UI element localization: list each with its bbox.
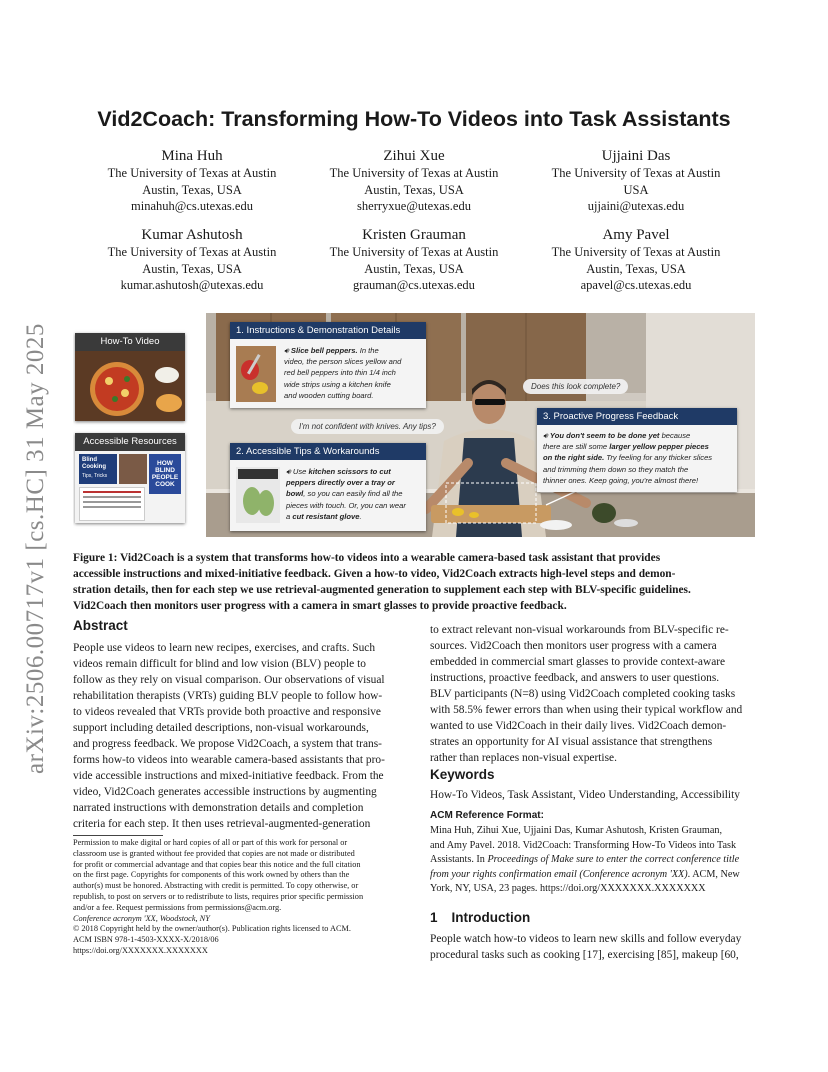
introduction-body: [430, 931, 757, 963]
text-line: © 2018 Copyright held by the owner/author(s). Publication rights licensed to ACM.: [73, 924, 351, 934]
text-line: vide accessible instructions and mixed-initiative feedback. From the: [73, 770, 384, 782]
text-line: procedural tasks such as cooking [17], exercising [85], makeup [60,: [430, 949, 739, 961]
text-line: with 58.5% fewer errors than when using their typical workflow and: [430, 704, 743, 716]
book-title-line: COOK: [155, 481, 175, 488]
text-line: strates an opportunity for AI visual assistance that strengthens: [430, 736, 713, 748]
keywords-heading: Keywords: [430, 767, 495, 782]
book-title-line: BLIND: [155, 467, 175, 474]
doi-link[interactable]: https://doi.org/XXXXXXX.XXXXXXX: [73, 945, 208, 955]
text-line: video, the person slices yellow and: [284, 357, 402, 367]
author-email[interactable]: grauman@cs.utexas.edu: [353, 278, 475, 292]
text-line: People watch how-to videos to learn new skills and follow everyday: [430, 933, 742, 945]
step-title: Slice bell peppers.: [290, 346, 358, 355]
highlight-text: larger yellow pepper pieces: [609, 442, 709, 452]
text-span: .: [359, 511, 362, 521]
abstract-continued: [430, 622, 757, 766]
text-line: embedded in commercial smart glasses to provide context-aware: [430, 656, 726, 668]
accessible-resources-card[interactable]: [75, 433, 185, 523]
author-email[interactable]: kumar.ashutosh@utexas.edu: [120, 278, 264, 292]
speaker-icon: 🔊︎: [286, 467, 293, 476]
panel-tips: [230, 443, 426, 531]
keywords-list: How-To Videos, Task Assistant, Video Understanding, Accessibility: [430, 789, 740, 801]
text-span: Assistants. In: [430, 854, 488, 865]
text-line: for profit or commercial advantage and that copies bear this notice and the full citation: [73, 859, 361, 869]
book-cover-thumb: [149, 454, 181, 494]
panel-body: [284, 345, 424, 401]
text-span: In the: [357, 346, 379, 355]
author-name: Kumar Ashutosh: [141, 227, 243, 243]
text-span: . ACM, New: [687, 868, 740, 880]
pepper-slicing-image: [236, 346, 276, 402]
section-number: 1: [430, 910, 438, 925]
text-line: follow as they rely on visual comparison. Our observations of visual: [73, 674, 385, 686]
highlight-text: You don't seem to be done yet: [549, 431, 660, 440]
author-location: Austin, Texas, USA: [364, 182, 464, 197]
text-line: People use videos to learn new recipes, exercises, and crafts. Such: [73, 642, 376, 654]
text-line: rehabilitation therapists (VRTs) guiding BLV people to follow how-: [73, 690, 383, 702]
tips-tricks-tag: Tips, Tricks: [82, 473, 108, 479]
author-location: USA: [623, 182, 649, 197]
howto-video-card[interactable]: [75, 333, 185, 421]
panel-instructions: [230, 322, 426, 408]
text-line: criteria for each step. It then uses retrieval-augmented-generation: [73, 818, 371, 830]
paper-title: Vid2Coach: Transforming How-To Videos into Task Assistants: [97, 107, 731, 131]
author-name: Kristen Grauman: [362, 227, 466, 243]
user-question-bubble: Does this look complete?: [523, 379, 628, 394]
author-block: [289, 147, 539, 215]
author-affiliation: The University of Texas at Austin: [329, 166, 499, 180]
panel-title: 3. Proactive Progress Feedback: [537, 408, 737, 425]
accessible-resources-label: Accessible Resources: [75, 433, 185, 451]
text-line: author(s) must be honored. Abstracting with credit is permitted. To copy otherwise, or: [73, 881, 359, 891]
speaker-icon: 🔊︎: [284, 346, 291, 355]
text-line: videos remain difficult for blind and low vision (BLV) people to: [73, 658, 366, 670]
text-span: because: [659, 431, 691, 440]
text-line: pieces with touch. Or, you can wear: [286, 500, 406, 510]
text-line: wanted to use Vid2Coach in their daily lives. Vid2Coach demon-: [430, 720, 727, 732]
author-affiliation: The University of Texas at Austin: [551, 245, 721, 259]
italic-span: Proceedings of Make sure to enter the correct conference title: [487, 854, 740, 865]
author-location: Austin, Texas, USA: [586, 261, 686, 276]
text-line: thinner ones. Keep going, you're almost there!: [543, 475, 699, 485]
figure-caption: [73, 550, 755, 614]
author-block: [511, 226, 761, 294]
text-line: narrated instructions with demonstration details and completion: [73, 802, 364, 814]
text-line: to videos revealed that VRTs provide both proactive and responsive: [73, 706, 381, 718]
text-line: video, Vid2Coach generates accessible instructions by augmenting: [73, 786, 377, 798]
highlight-text: on the right side.: [543, 453, 605, 463]
document-thumb: [79, 487, 145, 521]
book-title-line: HOW: [157, 460, 173, 467]
author-email[interactable]: ujjaini@utexas.edu: [587, 199, 685, 213]
text-line: and progress feedback. We propose Vid2Coach, a system that trans-: [73, 738, 382, 750]
author-affiliation: The University of Texas at Austin: [329, 245, 499, 259]
highlight-text: kitchen scissors to cut: [308, 467, 391, 476]
caption-line: Vid2Coach then monitors user progress with a camera in smart glasses to provide proactive feedback.: [73, 600, 567, 612]
text-line: sources. Vid2Coach then monitors user progress with a camera: [430, 640, 717, 652]
author-block: [67, 147, 317, 215]
resource-thumbnails: [75, 451, 185, 523]
blind-cooking-line1: Blind: [82, 457, 97, 463]
text-line: support including detailed descriptions, non-visual workarounds,: [73, 722, 369, 734]
author-name: Mina Huh: [161, 148, 223, 164]
author-email[interactable]: minahuh@cs.utexas.edu: [131, 199, 253, 213]
author-affiliation: The University of Texas at Austin: [107, 245, 277, 259]
text-line: classroom use is granted without fee provided that copies are not made or distributed: [73, 848, 355, 858]
abstract-body: [73, 640, 400, 832]
author-email[interactable]: sherryxue@utexas.edu: [357, 199, 471, 213]
highlight-text: cut resistant glove: [292, 511, 360, 521]
text-span: Use: [292, 467, 309, 476]
author-name: Ujjaini Das: [601, 148, 671, 164]
text-line: and trimming them down so they match the: [543, 464, 689, 474]
pizza-image: [75, 351, 185, 421]
text-line: forms how-to videos into wearable camera-based assistants that pro-: [73, 754, 385, 766]
author-affiliation: The University of Texas at Austin: [107, 166, 277, 180]
author-block: [511, 147, 761, 215]
doi-link[interactable]: York, NY, USA, 23 pages. https://doi.org/XXXXXXX.XXXXXXX: [430, 883, 706, 894]
blind-cooking-thumb: [79, 454, 117, 484]
text-line: and Amy Pavel. 2018. Vid2Coach: Transforming How-To Videos into Task: [430, 839, 737, 851]
text-span: , so you can easily find all the: [303, 489, 403, 499]
text-line: rather than replaces non-visual expertise.: [430, 752, 617, 764]
user-question-bubble: I'm not confident with knives. Any tips?: [291, 419, 444, 434]
panel-body: [286, 466, 424, 522]
caption-line: stration details, then for each step we use retrieval-augmented generation to supplement each step with BLV-specific guidelines.: [73, 584, 691, 596]
author-block: [289, 226, 539, 294]
highlight-text: peppers directly over a tray or: [286, 478, 395, 488]
text-span: there are still some: [543, 442, 610, 452]
glove-scissors-image: [236, 467, 280, 523]
acm-reference-heading: ACM Reference Format:: [430, 810, 544, 821]
teaser-figure: [73, 313, 755, 537]
text-line: red bell peppers into thin 1/4 inch: [284, 368, 396, 378]
text-line: republish, to post on servers or to redistribute to lists, requires prior specific permission: [73, 891, 364, 901]
author-location: Austin, Texas, USA: [142, 261, 242, 276]
caption-line: accessible instructions and mixed-initiative feedback. Given a how-to video, Vid2Coach extracts high-level steps and demon-: [73, 568, 676, 580]
text-line: to extract relevant non-visual workarounds from BLV-specific re-: [430, 624, 729, 636]
highlight-text: bowl: [286, 489, 304, 499]
arxiv-identifier: arXiv:2506.00717v1 [cs.HC] 31 May 2025: [22, 323, 49, 774]
footnote-rule: [73, 835, 163, 836]
text-line: Mina Huh, Zihui Xue, Ujjaini Das, Kumar Ashutosh, Kristen Grauman,: [430, 825, 722, 836]
text-span: Try feeling for any thicker slices: [604, 453, 713, 463]
text-line: and/or a fee. Request permissions from permissions@acm.org.: [73, 902, 282, 912]
panel-body: [543, 430, 735, 486]
book-title-line: PEOPLE: [151, 474, 179, 481]
author-affiliation: The University of Texas at Austin: [551, 166, 721, 180]
text-line: BLV participants (N=8) using Vid2Coach completed cooking tasks: [430, 688, 736, 700]
abstract-heading: Abstract: [73, 618, 128, 633]
text-span: a: [286, 511, 293, 521]
person-photo-thumb: [119, 454, 147, 484]
speaker-icon: 🔊︎: [543, 431, 550, 440]
introduction-heading: [430, 910, 530, 925]
text-line: Permission to make digital or hard copies of all or part of this work for personal or: [73, 838, 348, 847]
conference-line: Conference acronym 'XX, Woodstock, NY: [73, 913, 210, 923]
text-line: and wooden cutting board.: [284, 390, 374, 400]
author-location: Austin, Texas, USA: [142, 182, 242, 197]
caption-line: Figure 1: Vid2Coach is a system that transforms how-to videos into a wearable camera-based task assistant that provides: [73, 552, 661, 564]
text-line: ACM ISBN 978-1-4503-XXXX-X/2018/06: [73, 935, 219, 945]
blind-cooking-line2: Cooking: [82, 464, 106, 470]
panel-title: 1. Instructions & Demonstration Details: [230, 322, 426, 339]
howto-video-label: How-To Video: [75, 333, 185, 351]
author-name: Zihui Xue: [383, 148, 445, 164]
author-name: Amy Pavel: [602, 227, 670, 243]
text-line: wide strips using a kitchen knife: [284, 379, 391, 389]
permission-footnote: [73, 838, 398, 957]
author-location: Austin, Texas, USA: [364, 261, 464, 276]
text-line: instructions, proactive feedback, and answers to user questions.: [430, 672, 720, 684]
text-line: on the first page. Copyrights for components of this work owned by others than the: [73, 870, 350, 880]
panel-title: 2. Accessible Tips & Workarounds: [230, 443, 426, 460]
author-email[interactable]: apavel@cs.utexas.edu: [580, 278, 692, 292]
panel-feedback: [537, 408, 737, 492]
section-title: Introduction: [451, 910, 531, 925]
italic-span: from your rights confirmation email (Conference acronym 'XX): [430, 868, 688, 880]
author-block: [67, 226, 317, 294]
acm-reference-body: [430, 824, 760, 897]
